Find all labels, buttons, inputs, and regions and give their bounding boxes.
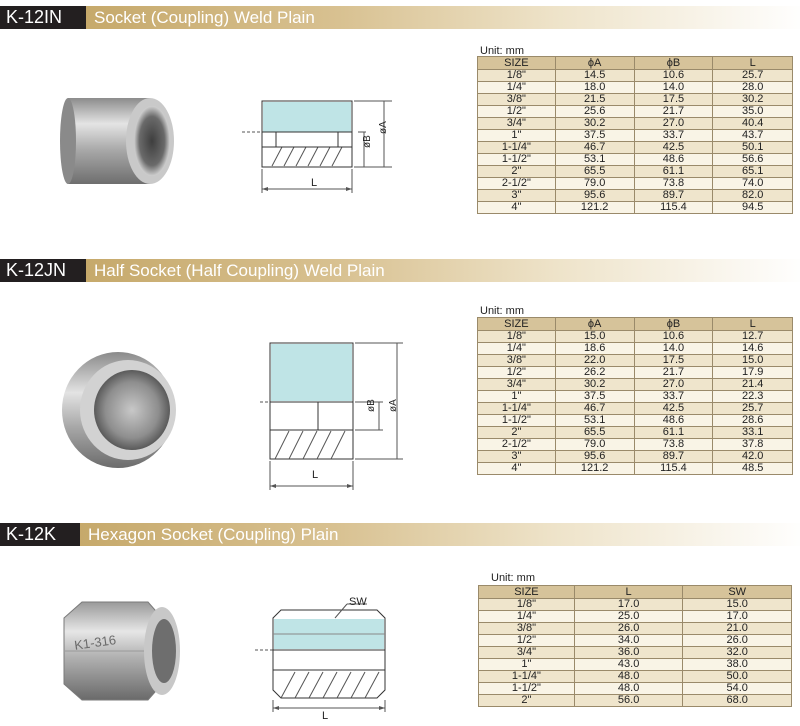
table-row: 3/8" 26.0 21.0 <box>479 623 792 635</box>
table-row: 1-1/4" 46.7 42.5 50.1 <box>478 142 793 154</box>
dim-l: L <box>322 710 329 722</box>
dim-b: øB <box>362 135 373 148</box>
product-title: Socket (Coupling) Weld Plain <box>86 6 800 29</box>
table-row: 1/8" 17.0 15.0 <box>479 599 792 611</box>
table-row: 1-1/2" 53.1 48.6 28.6 <box>478 415 793 427</box>
table-row: 1/2" 25.6 21.7 35.0 <box>478 106 793 118</box>
table-row: 1/2" 26.2 21.7 17.9 <box>478 367 793 379</box>
spec-table-k12in <box>477 56 793 214</box>
table-row: 3/8" 21.5 17.5 30.2 <box>478 94 793 106</box>
table-row: 2-1/2" 79.0 73.8 37.8 <box>478 439 793 451</box>
table-row: 1-1/4" 46.7 42.5 25.7 <box>478 403 793 415</box>
table-row: 3/4" 30.2 27.0 40.4 <box>478 118 793 130</box>
table-row: 1-1/2" 53.1 48.6 56.6 <box>478 154 793 166</box>
header-l: L <box>574 586 683 599</box>
hex-socket-drawing <box>255 592 405 712</box>
header-a: ϕA <box>555 318 634 331</box>
hex-socket-photo <box>52 596 192 706</box>
table-row: 1/8" 15.0 10.6 12.7 <box>478 331 793 343</box>
table-row: 3" 95.6 89.7 82.0 <box>478 190 793 202</box>
table-row: 4" 121.2 115.4 48.5 <box>478 463 793 475</box>
product-title: Hexagon Socket (Coupling) Plain <box>80 523 800 546</box>
table-row: 2-1/2" 79.0 73.8 74.0 <box>478 178 793 190</box>
table-row: 1-1/4" 48.0 50.0 <box>479 671 792 683</box>
header-a: ϕA <box>555 57 634 70</box>
header-b: ϕB <box>634 318 713 331</box>
dim-a: øA <box>378 121 389 134</box>
spec-table-k12k <box>478 585 792 707</box>
section-header-k12in <box>0 6 800 29</box>
section-header-k12k <box>0 523 800 546</box>
table-row: 1/4" 25.0 17.0 <box>479 611 792 623</box>
product-code: K-12JN <box>0 259 86 282</box>
table-row: 1/8" 14.5 10.6 25.7 <box>478 70 793 82</box>
table-row: 3/4" 30.2 27.0 21.4 <box>478 379 793 391</box>
unit-label: Unit: mm <box>480 305 524 317</box>
table-row: 1/2" 34.0 26.0 <box>479 635 792 647</box>
table-row: 2" 56.0 68.0 <box>479 695 792 707</box>
header-b: ϕB <box>634 57 713 70</box>
table-row: 4" 121.2 115.4 94.5 <box>478 202 793 214</box>
spec-table-k12jn <box>477 317 793 475</box>
table-row: 1/4" 18.6 14.0 14.6 <box>478 343 793 355</box>
header-size: SIZE <box>478 318 556 331</box>
table-row: 3" 95.6 89.7 42.0 <box>478 451 793 463</box>
product-code: K-12IN <box>0 6 86 29</box>
table-row: 3/4" 36.0 32.0 <box>479 647 792 659</box>
table-row: 1" 43.0 38.0 <box>479 659 792 671</box>
unit-label: Unit: mm <box>480 45 524 57</box>
table-row: 1-1/2" 48.0 54.0 <box>479 683 792 695</box>
table-row: 2" 65.5 61.1 65.1 <box>478 166 793 178</box>
half-socket-drawing <box>255 338 405 498</box>
header-sw: SW <box>683 586 792 599</box>
photo-marking: K1-316 <box>73 632 117 653</box>
dim-l: L <box>311 177 318 189</box>
unit-label: Unit: mm <box>491 572 535 584</box>
product-code: K-12K <box>0 523 80 546</box>
table-row: 1" 37.5 33.7 43.7 <box>478 130 793 142</box>
header-l: L <box>713 57 793 70</box>
header-size: SIZE <box>479 586 575 599</box>
dim-b: øB <box>366 399 377 412</box>
dim-sw: SW <box>349 596 367 608</box>
table-row: 2" 65.5 61.1 33.1 <box>478 427 793 439</box>
header-l: L <box>713 318 793 331</box>
half-socket-photo <box>58 350 198 470</box>
table-row: 1" 37.5 33.7 22.3 <box>478 391 793 403</box>
product-title: Half Socket (Half Coupling) Weld Plain <box>86 259 800 282</box>
header-size: SIZE <box>478 57 556 70</box>
table-row: 3/8" 22.0 17.5 15.0 <box>478 355 793 367</box>
socket-photo <box>58 88 188 198</box>
dim-l: L <box>312 469 319 481</box>
dim-a: øA <box>388 399 399 412</box>
table-row: 1/4" 18.0 14.0 28.0 <box>478 82 793 94</box>
section-header-k12jn <box>0 259 800 282</box>
